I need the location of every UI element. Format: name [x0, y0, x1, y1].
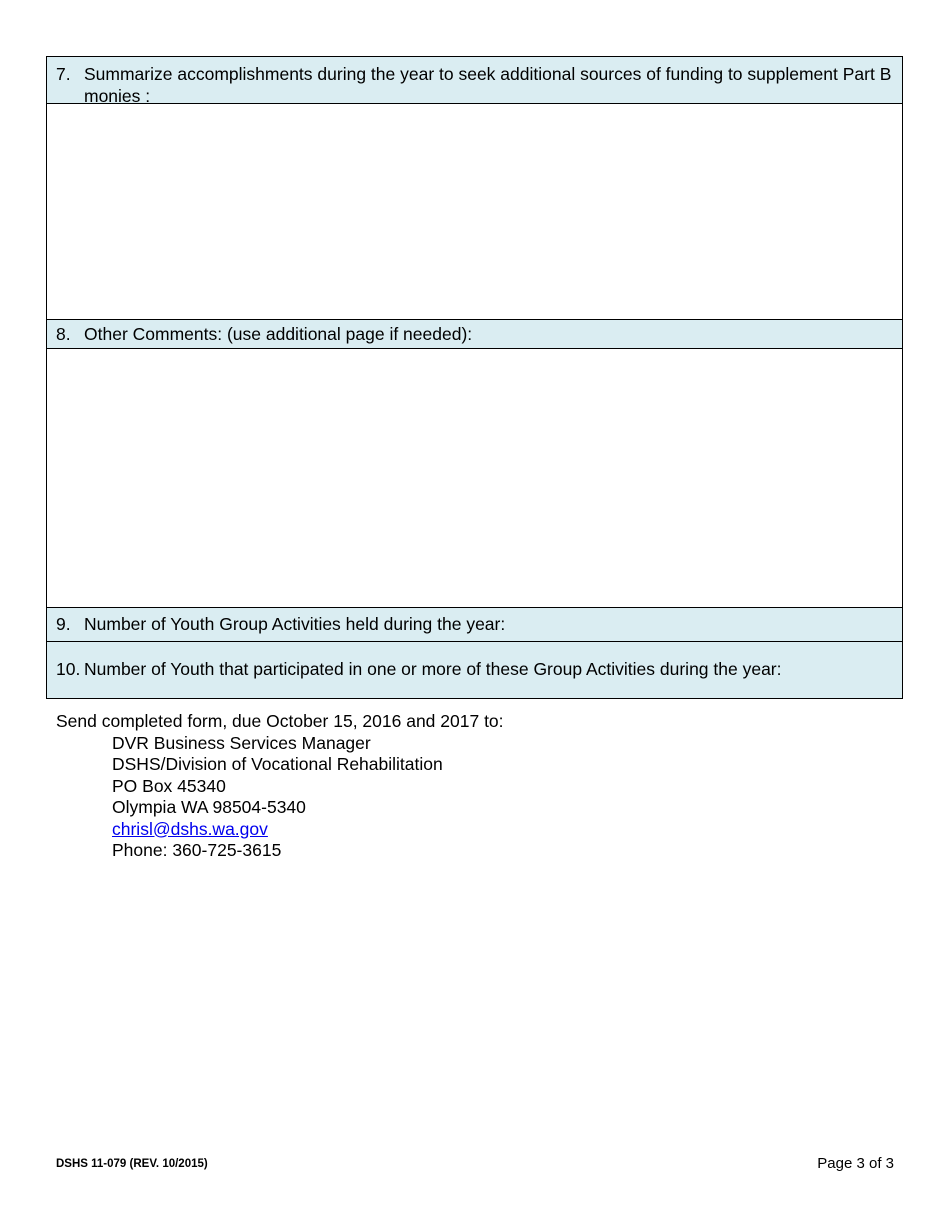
answer-7-field[interactable] [47, 104, 902, 319]
question-text: Other Comments: (use additional page if needed): [84, 324, 473, 344]
question-number: 7. [56, 64, 71, 84]
question-10 [47, 642, 902, 698]
send-intro: Send completed form, due October 15, 2016 and 2017 to: [56, 711, 504, 731]
answer-8-cell[interactable] [47, 349, 903, 608]
question-8-cell [47, 320, 903, 349]
answer-8-row [47, 349, 903, 608]
question-9-row [47, 608, 903, 642]
question-10-cell[interactable] [47, 642, 903, 699]
question-9 [47, 608, 902, 641]
address-line: DSHS/Division of Vocational Rehabilitation [112, 754, 443, 774]
question-number: 10. [56, 659, 81, 679]
question-number: 9. [56, 614, 71, 634]
question-number: 8. [56, 324, 71, 344]
form-id: DSHS 11-079 (REV. 10/2015) [56, 1158, 208, 1170]
question-7-row [47, 57, 903, 104]
address-line: DVR Business Services Manager [112, 732, 371, 753]
question-10-row [47, 642, 903, 699]
address-line: Olympia WA 98504-5340 [112, 797, 306, 817]
answer-8-field[interactable] [47, 349, 902, 607]
question-9-cell[interactable] [47, 608, 903, 642]
question-7-cell [47, 57, 903, 104]
answer-7-row [47, 104, 903, 320]
address-line: PO Box 45340 [112, 775, 226, 796]
phone-number: Phone: 360-725-3615 [112, 840, 282, 860]
question-7 [47, 57, 902, 106]
email-link[interactable]: chrisl@dshs.wa.gov [112, 818, 268, 839]
answer-7-cell[interactable] [47, 104, 903, 320]
send-instructions [56, 711, 504, 862]
question-8 [47, 320, 902, 348]
mailing-address [56, 733, 504, 862]
question-8-row [47, 320, 903, 349]
page-number: Page 3 of 3 [817, 1155, 894, 1172]
form-table [46, 56, 903, 699]
question-text: Summarize accomplishments during the year to seek additional sources of funding to supplement Part B monies : [84, 64, 892, 106]
question-text: Number of Youth that participated in one or more of these Group Activities during the year: [84, 659, 782, 679]
question-text: Number of Youth Group Activities held during the year: [84, 614, 506, 634]
